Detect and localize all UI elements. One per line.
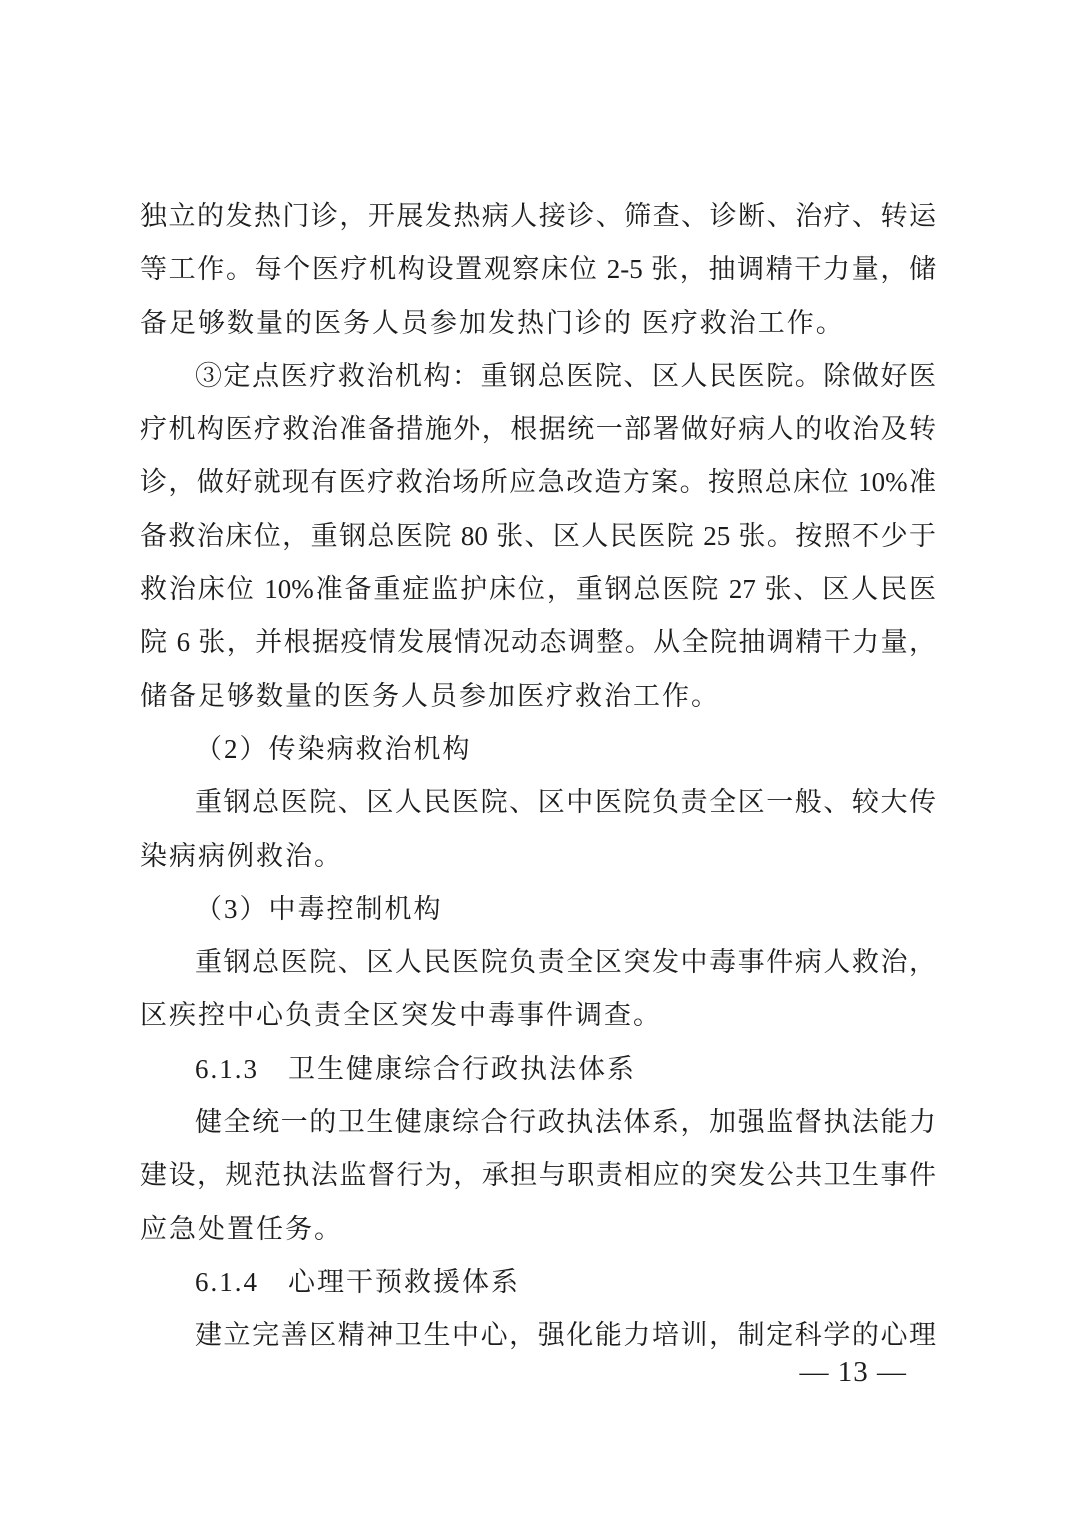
- text-line: 诊，做好就现有医疗救治场所应急改造方案。按照总床位 10%准: [140, 467, 936, 498]
- document-body: [140, 190, 936, 1363]
- text-line: 等工作。每个医疗机构设置观察床位 2-5 张，抽调精干力量，储: [140, 254, 936, 285]
- text-line: 染病病例救治。: [140, 840, 343, 871]
- text-line: 建立完善区精神卫生中心，强化能力培训，制定科学的心理: [195, 1320, 936, 1351]
- text-line: 独立的发热门诊，开展发热病人接诊、筛查、诊断、治疗、转运: [140, 201, 936, 231]
- text-line: 备足够数量的医务人员参加发热门诊的 医疗救治工作。: [140, 307, 845, 338]
- section-heading: 6.1.3 卫生健康综合行政执法体系: [195, 1053, 636, 1084]
- text-line: 院 6 张，并根据疫情发展情况动态调整。从全院抽调精干力量，: [140, 627, 936, 658]
- page-number: — 13 —: [799, 1356, 907, 1388]
- sub-heading: （2）传染病救治机构: [195, 733, 472, 764]
- text-line: 疗机构医疗救治准备措施外，根据统一部署做好病人的收治及转: [140, 414, 936, 445]
- text-line: 备救治床位，重钢总医院 80 张、区人民医院 25 张。按照不少于: [140, 520, 936, 551]
- text-line: 救治床位 10%准备重症监护床位，重钢总医院 27 张、区人民医: [140, 574, 936, 605]
- text-line: 储备足够数量的医务人员参加医疗救治工作。: [140, 680, 720, 711]
- sub-heading: （3）中毒控制机构: [195, 893, 443, 924]
- text-line: ③定点医疗救治机构：重钢总医院、区人民医院。除做好医: [195, 360, 936, 391]
- text-line: 健全统一的卫生健康综合行政执法体系，加强监督执法能力: [195, 1107, 936, 1138]
- text-line: 区疾控中心负责全区突发中毒事件调查。: [140, 1000, 662, 1031]
- text-line: 重钢总医院、区人民医院负责全区突发中毒事件病人救治，: [195, 947, 936, 978]
- section-heading: 6.1.4 心理干预救援体系: [195, 1266, 520, 1297]
- text-line: 应急处置任务。: [140, 1213, 343, 1244]
- text-line: 重钢总医院、区人民医院、区中医院负责全区一般、较大传: [195, 787, 936, 818]
- text-line: 建设，规范执法监督行为，承担与职责相应的突发公共卫生事件: [140, 1160, 936, 1191]
